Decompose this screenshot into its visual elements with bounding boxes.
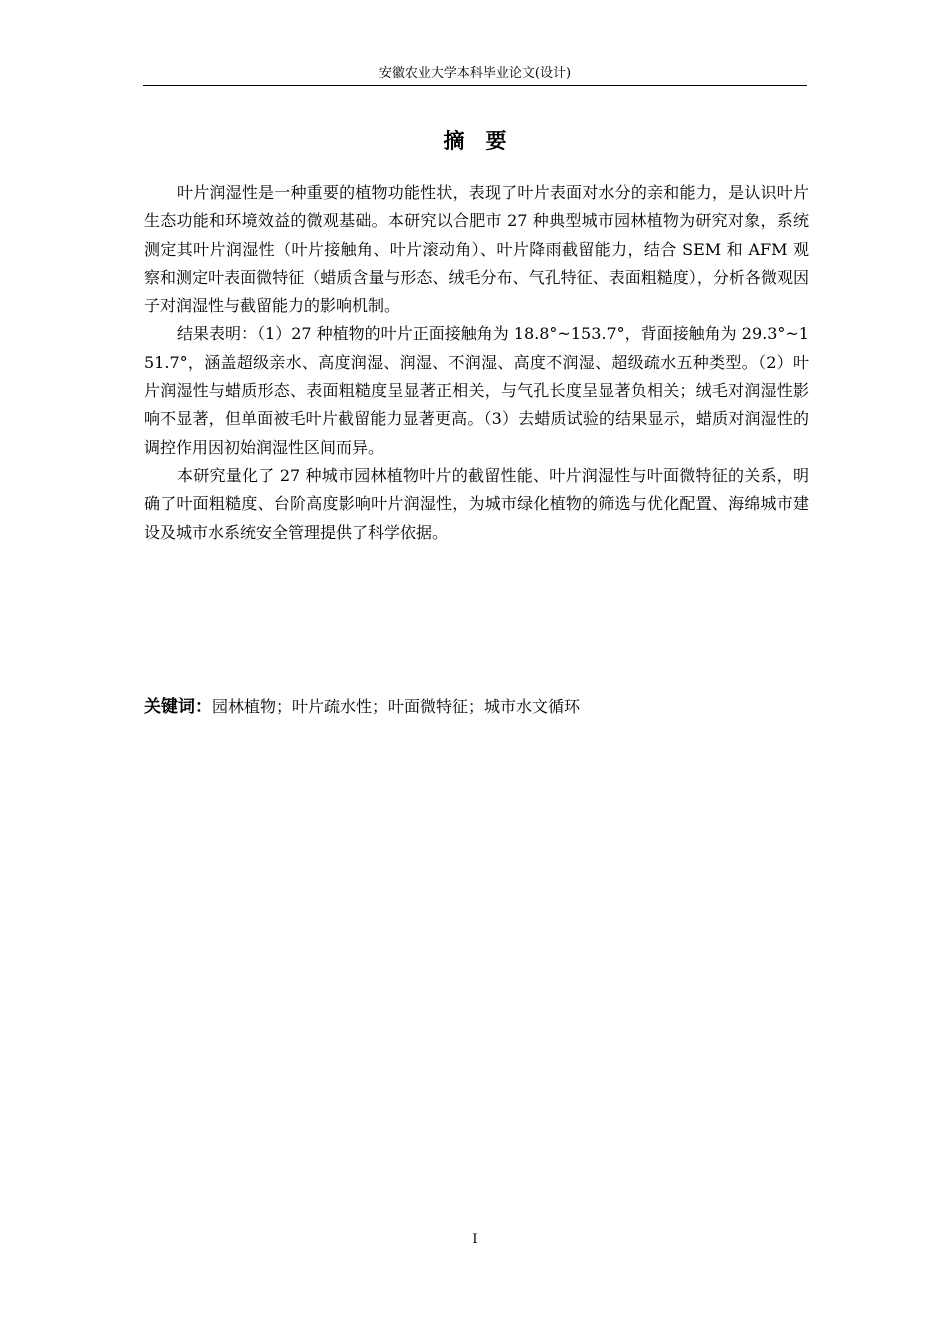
keywords-label: 关键词： — [144, 697, 212, 717]
keywords-text: 园林植物；叶片疏水性；叶面微特征；城市水文循环 — [212, 697, 581, 716]
abstract-paragraph-2: 结果表明：（1）27 种植物的叶片正面接触角为 18.8°~153.7°，背面接触角为 29.3°~151.7°，涵盖超级亲水、高度润湿、润湿、不润湿、高度不润湿、超级疏水五种类型。（2）叶片润湿性与蜡质形态、表面粗糙度呈显著正相关，与气孔长度呈显著负相关；绒毛对润湿性影响不显著，但单面被毛叶片截留能力显著更高。（3）去蜡质试验的结果显示，蜡质对润湿性的调控作用因初始润湿性区间而异。 — [144, 324, 809, 457]
abstract-paragraph-3: 本研究量化了 27 种城市园林植物叶片的截留性能、叶片润湿性与叶面微特征的关系，明确了叶面粗糙度、台阶高度影响叶片润湿性，为城市绿化植物的筛选与优化配置、海绵城市建设及城市水系统安全管理提供了科学依据。 — [144, 465, 809, 542]
running-header: 安徽农业大学本科毕业论文(设计) — [378, 66, 572, 81]
abstract-paragraph-1: 叶片润湿性是一种重要的植物功能性状，表现了叶片表面对水分的亲和能力，是认识叶片生态功能和环境效益的微观基础。本研究以合肥市 27 种典型城市园林植物为研究对象，系统测定其叶片润湿性（叶片接触角、叶片滚动角）、叶片降雨截留能力，结合 SEM 和 AFM 观察和测定叶表面微特征（蜡质含量与形态、绒毛分布、气孔特征、表面粗糙度），分析各微观因子对润湿性与截留能力的影响机制。 — [144, 183, 809, 316]
keywords-line — [144, 693, 809, 721]
abstract-body — [144, 179, 809, 547]
header-rule — [143, 85, 807, 86]
abstract-title: 摘 要 — [443, 129, 507, 153]
page-number: I — [472, 1232, 478, 1247]
